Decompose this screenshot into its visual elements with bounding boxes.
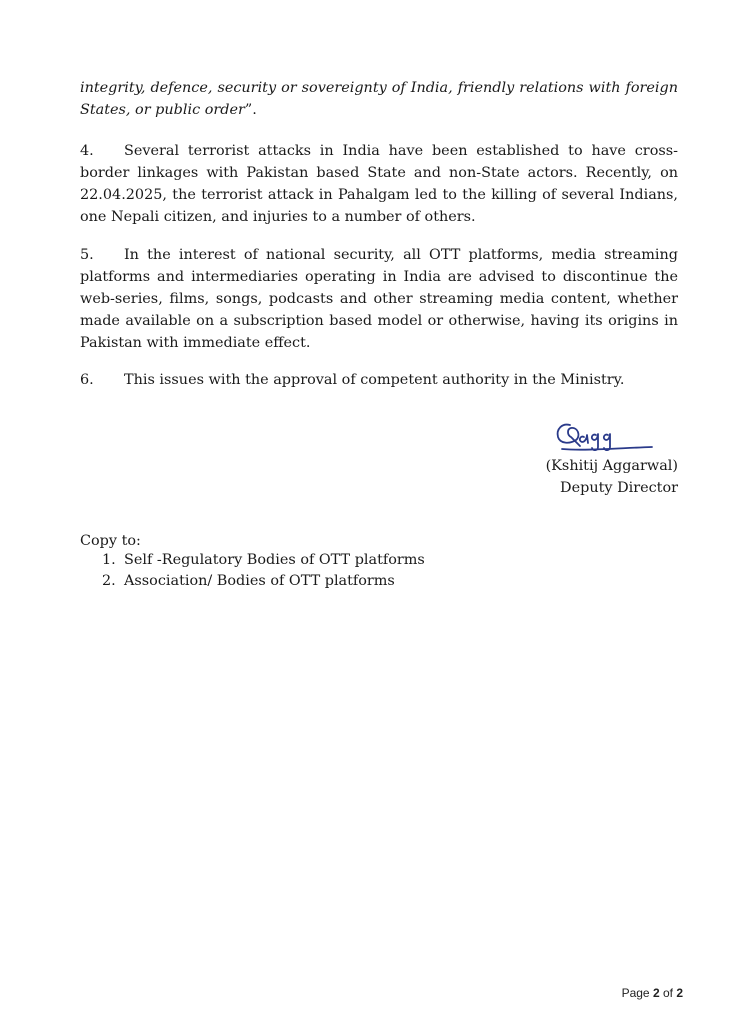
list-item [102, 571, 425, 592]
paragraph-4 [80, 140, 678, 228]
quote-italic-text: integrity, defence, security or sovereignty of India, friendly relations with foreign States, or public order [80, 80, 678, 118]
paragraph-5 [80, 244, 678, 354]
paragraph-6 [80, 369, 678, 391]
list-item-text: Self -Regulatory Bodies of OTT platforms [124, 552, 425, 568]
signatory-designation: Deputy Director [560, 480, 678, 496]
paragraph-number: 5. [80, 247, 94, 263]
paragraph-number: 6. [80, 372, 94, 388]
page-number-prefix: Page [621, 986, 653, 1000]
paragraph-text: In the interest of national security, all OTT platforms, media streaming platforms and intermediaries operating in India are advised to discontinue the web-series, films, songs, podcasts and other streaming media content, whether made available on a subscription based model or otherwise, having its origins in Pakistan with immediate effect. [80, 247, 678, 351]
quote-continuation [80, 77, 678, 121]
paragraph-text: Several terrorist attacks in India have been established to have cross-border linkages with Pakistan based State and non-State actors. Recently, on 22.04.2025, the terrorist attack in Pahalgam led to the killing of several Indians, one Nepali citizen, and injuries to a number of others. [80, 143, 678, 225]
page-number-total: 2 [676, 986, 683, 1000]
list-item-index: 2. [102, 573, 116, 589]
signature-graphic [540, 413, 660, 457]
page-number [622, 986, 683, 1000]
quote-closing: ”. [244, 102, 257, 118]
signatory-name: (Kshitij Aggarwal) [545, 458, 678, 474]
list-item [102, 550, 425, 571]
page-number-separator: of [659, 986, 677, 1000]
paragraph-number: 4. [80, 143, 94, 159]
page-number-current: 2 [652, 986, 660, 1000]
copy-to-label: Copy to: [80, 533, 141, 549]
signature [540, 413, 660, 457]
paragraph-text: This issues with the approval of competent authority in the Ministry. [124, 372, 625, 388]
copy-to-list [102, 550, 425, 592]
list-item-index: 1. [102, 552, 116, 568]
list-item-text: Association/ Bodies of OTT platforms [124, 573, 395, 589]
